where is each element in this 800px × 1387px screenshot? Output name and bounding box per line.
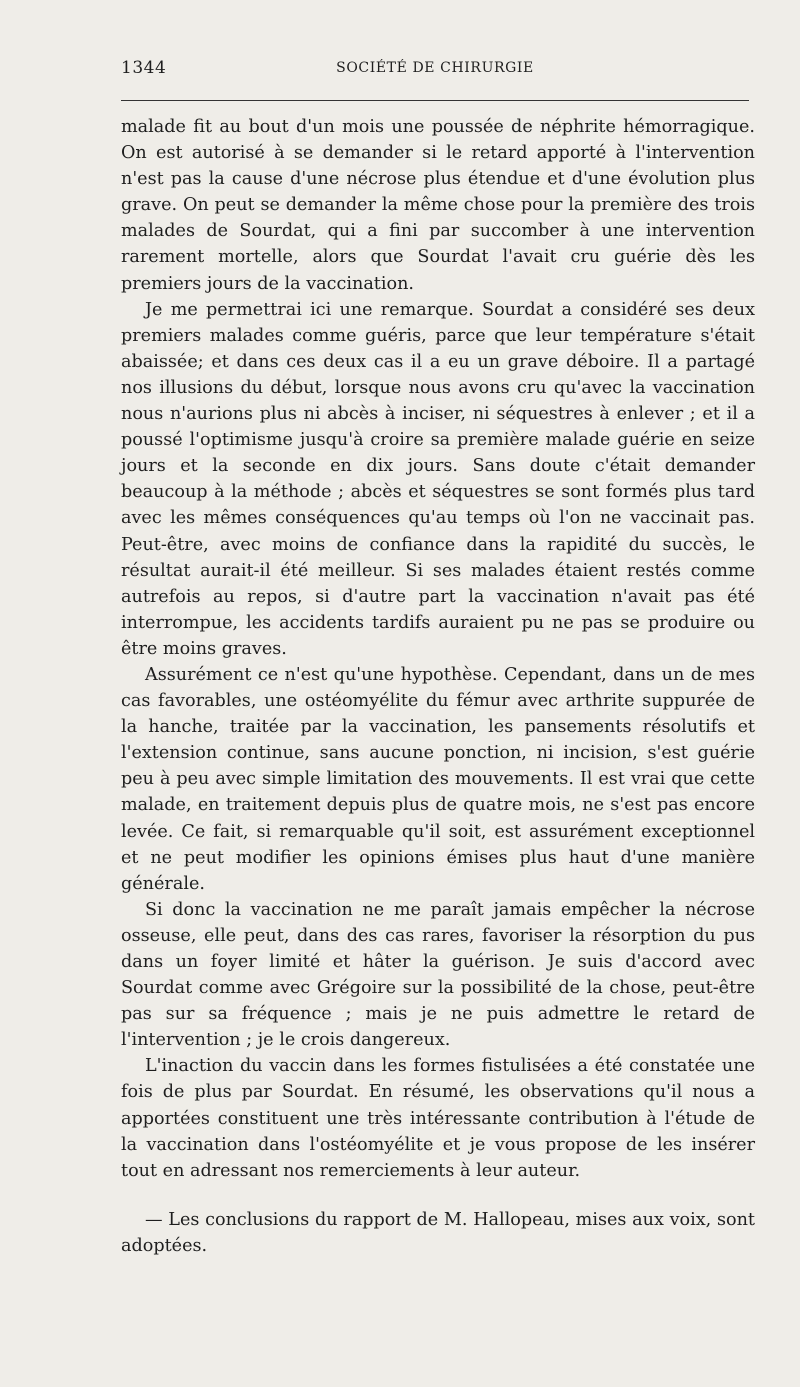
header-rule: [121, 100, 749, 101]
body-text: [121, 114, 755, 1184]
closing-note: [121, 1207, 755, 1259]
paragraph: Je me permettrai ici une remarque. Sourdat a considéré ses deux premiers malades comme guéris, parce que leur température s'était abaissée; et dans ces deux cas il a eu un grave déboire. Il a partagé nos illusions du début, lorsque nous avons cru qu'avec la vaccination nous n'aurions plus ni abcès à inciser, ni séquestres à enlever ; et il a poussé l'optimisme jusqu'à croire sa première malade guérie en seize jours et la seconde en dix jours. Sans doute c'était demander beaucoup à la méthode ; abcès et séquestres se sont formés plus tard avec les mêmes conséquences qu'au temps où l'on ne vaccinait pas. Peut-être, avec moins de confiance dans la rapidité du succès, le résultat aurait-il été meilleur. Si ses malades étaient restés comme autrefois au repos, si d'autre part la vaccination n'avait pas été interrompue, les accidents tardifs auraient pu ne pas se produire ou être moins graves.: [121, 299, 755, 659]
paragraph: Si donc la vaccination ne me paraît jamais empêcher la nécrose osseuse, elle peut, dans des cas rares, favoriser la résorption du pus dans un foyer limité et hâter la guérison. Je suis d'accord avec Sourdat comme avec Grégoire sur la possibilité de la chose, peut-être pas sur sa fréquence ; mais je ne puis admettre le retard de l'intervention ; je le crois dangereux.: [121, 899, 755, 1051]
page-header: [121, 58, 749, 84]
page-number: 1344: [121, 58, 167, 78]
paragraph: L'inaction du vaccin dans les formes fistulisées a été constatée une fois de plus par Sourdat. En résumé, les observations qu'il nous a apportées constituent une très intéressante contribution à l'étude de la vaccination dans l'ostéomyélite et je vous propose de les insérer tout en adressant nos remerciements à leur auteur.: [121, 1056, 755, 1181]
paragraph: Assurément ce n'est qu'une hypothèse. Cependant, dans un de mes cas favorables, une ostéomyélite du fémur avec arthrite suppurée de la hanche, traitée par la vaccination, les pansements résolutifs et l'extension continue, sans aucune ponction, ni incision, s'est guérie peu à peu avec simple limitation des mouvements. Il est vrai que cette malade, en traitement depuis plus de quatre mois, ne s'est pas encore levée. Ce fait, si remarquable qu'il soit, est assurément exceptionnel et ne peut modifier les opinions émises plus haut d'une manière générale.: [121, 664, 755, 894]
paragraph: malade fit au bout d'un mois une poussée de néphrite hémorragique. On est autorisé à se demander si le retard apporté à l'intervention n'est pas la cause d'une nécrose plus étendue et d'une évolution plus grave. On peut se demander la même chose pour la première des trois malades de Sourdat, qui a fini par succomber à une intervention rarement mortelle, alors que Sourdat l'avait cru guérie dès les premiers jours de la vaccination.: [121, 117, 755, 294]
closing-paragraph: — Les conclusions du rapport de M. Hallopeau, mises aux voix, sont adoptées.: [121, 1210, 755, 1257]
running-title: SOCIÉTÉ DE CHIRURGIE: [336, 60, 534, 76]
